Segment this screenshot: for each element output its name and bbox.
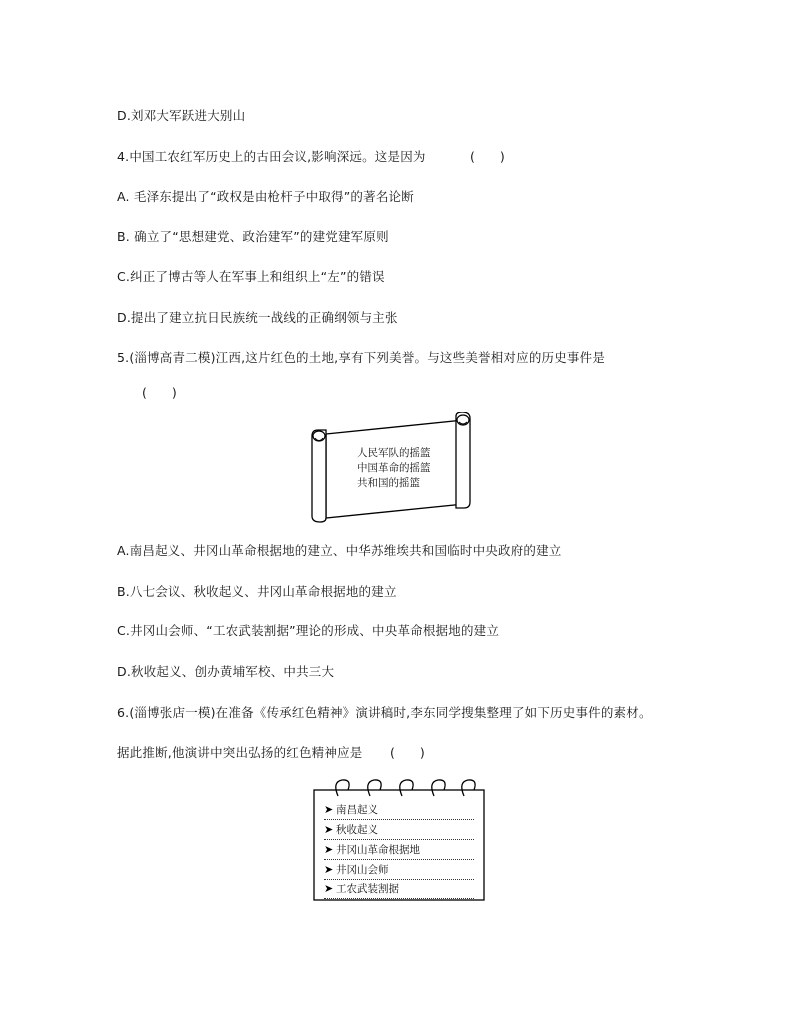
notebook-item [324, 842, 474, 860]
notebook-item [324, 802, 474, 820]
q5-option-c: C.井冈山会师、“工农武装割据”理论的形成、中央革命根据地的建立 [117, 623, 500, 638]
notebook-item-label: 井冈山会师 [336, 864, 389, 876]
chevron-arrow-icon: ➤ [324, 843, 334, 856]
notebook-item-label: 井冈山革命根据地 [336, 844, 420, 856]
q4-answer-paren: ( ) [470, 149, 505, 164]
scroll-illustration [306, 412, 476, 524]
q5-answer-paren: ( ) [142, 385, 177, 400]
scroll-line-3: 共和国的摇篮 [357, 477, 420, 489]
chevron-arrow-icon: ➤ [324, 803, 334, 816]
scroll-line-1: 人民军队的摇篮 [357, 447, 431, 459]
q6-answer-paren: ( ) [390, 745, 425, 760]
notebook-item [324, 822, 474, 840]
q4-stem: 4.中国工农红军历史上的古田会议,影响深远。这是因为 [117, 149, 426, 164]
notebook-item-label: 工农武装割据 [336, 883, 399, 895]
chevron-arrow-icon: ➤ [324, 863, 334, 876]
notebook-item [324, 862, 474, 880]
q4-option-b: B. 确立了“思想建党、政治建军”的建党建军原则 [117, 229, 389, 244]
q3-option-d: D.刘邓大军跃进大别山 [117, 108, 246, 123]
q4-option-a: A. 毛泽东提出了“政权是由枪杆子中取得”的著名论断 [117, 189, 414, 204]
q6-stem-line2: 据此推断,他演讲中突出弘扬的红色精神应是 [117, 745, 363, 760]
q4-option-d: D.提出了建立抗日民族统一战线的正确纲领与主张 [117, 310, 398, 325]
notebook-item [324, 881, 474, 899]
q5-option-a: A.南昌起义、井冈山革命根据地的建立、中华苏维埃共和国临时中央政府的建立 [117, 543, 562, 558]
q6-stem-line1: 6.(淄博张店一模)在准备《传承红色精神》演讲稿时,李东同学搜集整理了如下历史事件的素材。 [117, 705, 652, 720]
notebook-illustration [312, 776, 488, 904]
q5-stem: 5.(淄博高青二模)江西,这片红色的土地,享有下列美誉。与这些美誉相对应的历史事件是 [117, 350, 606, 365]
q5-option-d: D.秋收起义、创办黄埔军校、中共三大 [117, 664, 335, 679]
q4-option-c: C.纠正了博古等人在军事上和组织上“左”的错误 [117, 269, 385, 284]
scroll-line-2: 中国革命的摇篮 [357, 462, 431, 474]
notebook-item-label: 秋收起义 [336, 824, 378, 836]
q5-option-b: B.八七会议、秋收起义、井冈山革命根据地的建立 [117, 584, 397, 599]
chevron-arrow-icon: ➤ [324, 882, 334, 895]
notebook-item-label: 南昌起义 [336, 804, 378, 816]
chevron-arrow-icon: ➤ [324, 823, 334, 836]
